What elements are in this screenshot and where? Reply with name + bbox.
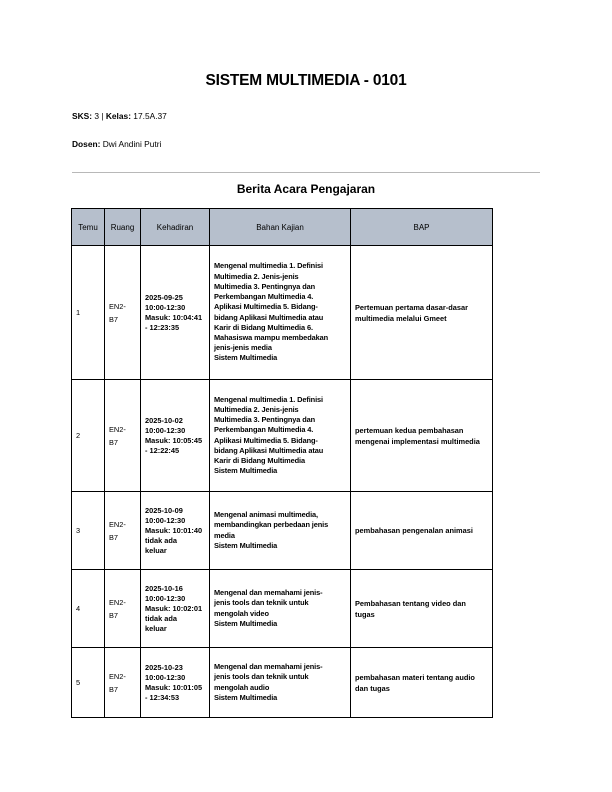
cell-bap-text: pembahasan pengenalan animasi [355,526,473,535]
cell-bap-text: Pembahasan tentang video dan tugas [355,598,466,619]
table-row [72,492,493,570]
table-row [72,570,493,648]
header-ruang: Ruang [105,209,141,246]
cell-ruang [105,648,141,718]
cell-bahan-kajian [210,570,351,648]
cell-bap [351,492,493,570]
cell-ruang-text: EN2- B7 [109,301,126,324]
cell-bahan-kajian [210,246,351,380]
cell-kehadiran-text: 2025-10-16 10:00-12:30 Masuk: 10:02:01 tidak ada keluar [145,583,203,633]
header-bap: BAP [351,209,493,246]
cell-bahan-kajian-text: Mengenal multimedia 1. Definisi Multimedia 2. Jenis-jenis Multimedia 3. Pentingnya dan Perkembangan Multimedia 4. Aplikasi Multimedia 5. Bidang- bidang Aplikasi Multimedia atau Karir di Bidang Multimedia Sistem Multimedia [214,394,324,476]
section-title: Berita Acara Pengajaran [236,182,376,196]
cell-temu: 3 [72,492,105,570]
cell-kehadiran-text: 2025-10-09 10:00-12:30 Masuk: 10:01:40 tidak ada keluar [145,505,203,555]
sks-label: SKS: [72,111,93,121]
cell-ruang-text: EN2- B7 [109,597,126,620]
cell-bahan-kajian-text: Mengenal animasi multimedia, membandingkan perbedaan jenis media Sistem Multimedia [214,510,329,550]
cell-ruang-text: EN2- B7 [109,671,126,694]
cell-bahan-kajian [210,380,351,492]
cell-ruang [105,570,141,648]
table-row [72,648,493,718]
cell-kehadiran [141,492,210,570]
cell-kehadiran [141,246,210,380]
table-row [72,380,493,492]
cell-bahan-kajian-text: Mengenal multimedia 1. Definisi Multimedia 2. Jenis-jenis Multimedia 3. Pentingnya dan Perkembangan Multimedia 4. Aplikasi Multimedia 5. Bidang- bidang Aplikasi Multimedia atau Karir di Bidang Multimedia 6. Mahasiswa mampu membedakan jenis-jenis media Sistem Multimedia [214,261,329,363]
cell-bap [351,570,493,648]
cell-ruang [105,246,141,380]
cell-kehadiran [141,380,210,492]
cell-ruang [105,492,141,570]
cell-temu: 4 [72,570,105,648]
cell-bap-text: Pertemuan pertama dasar-dasar multimedia melalui Gmeet [355,302,468,323]
cell-kehadiran [141,570,210,648]
course-info [72,111,167,121]
cell-temu: 2 [72,380,105,492]
cell-bahan-kajian [210,492,351,570]
dosen-label: Dosen: [72,139,101,149]
page-title: SISTEM MULTIMEDIA - 0101 [205,72,407,89]
dosen-value: Dwi Andini Putri [100,139,162,149]
header-kehadiran: Kehadiran [141,209,210,246]
divider [72,172,540,173]
cell-bap-text: pembahasan materi tentang audio dan tugas [355,672,475,693]
kelas-label: Kelas: [105,111,131,121]
cell-kehadiran-text: 2025-10-02 10:00-12:30 Masuk: 10:05:45 - 12:22:45 [145,415,203,455]
bap-table [71,208,493,718]
cell-temu: 5 [72,648,105,718]
cell-temu: 1 [72,246,105,380]
cell-bap [351,246,493,380]
table-header-row [72,209,493,246]
cell-kehadiran-text: 2025-10-23 10:00-12:30 Masuk: 10:01:05 - 12:34:53 [145,662,203,702]
sks-value: 3 | [92,111,106,121]
cell-bap-text: pertemuan kedua pembahasan mengenai implementasi multimedia [355,425,480,446]
cell-ruang [105,380,141,492]
cell-kehadiran-text: 2025-09-25 10:00-12:30 Masuk: 10:04:41 - 12:23:35 [145,292,203,332]
lecturer-info [72,139,161,149]
cell-bahan-kajian-text: Mengenal dan memahami jenis- jenis tools dan teknik untuk mengolah video Sistem Multimedia [214,588,323,628]
table-row [72,246,493,380]
cell-ruang-text: EN2- B7 [109,424,126,447]
header-temu: Temu [72,209,105,246]
cell-bap [351,648,493,718]
header-bahan-kajian: Bahan Kajian [210,209,351,246]
cell-bahan-kajian-text: Mengenal dan memahami jenis- jenis tools dan teknik untuk mengolah audio Sistem Multimedia [214,662,323,702]
kelas-value: 17.5A.37 [130,111,167,121]
cell-ruang-text: EN2- B7 [109,519,126,542]
cell-bahan-kajian [210,648,351,718]
cell-kehadiran [141,648,210,718]
cell-bap [351,380,493,492]
